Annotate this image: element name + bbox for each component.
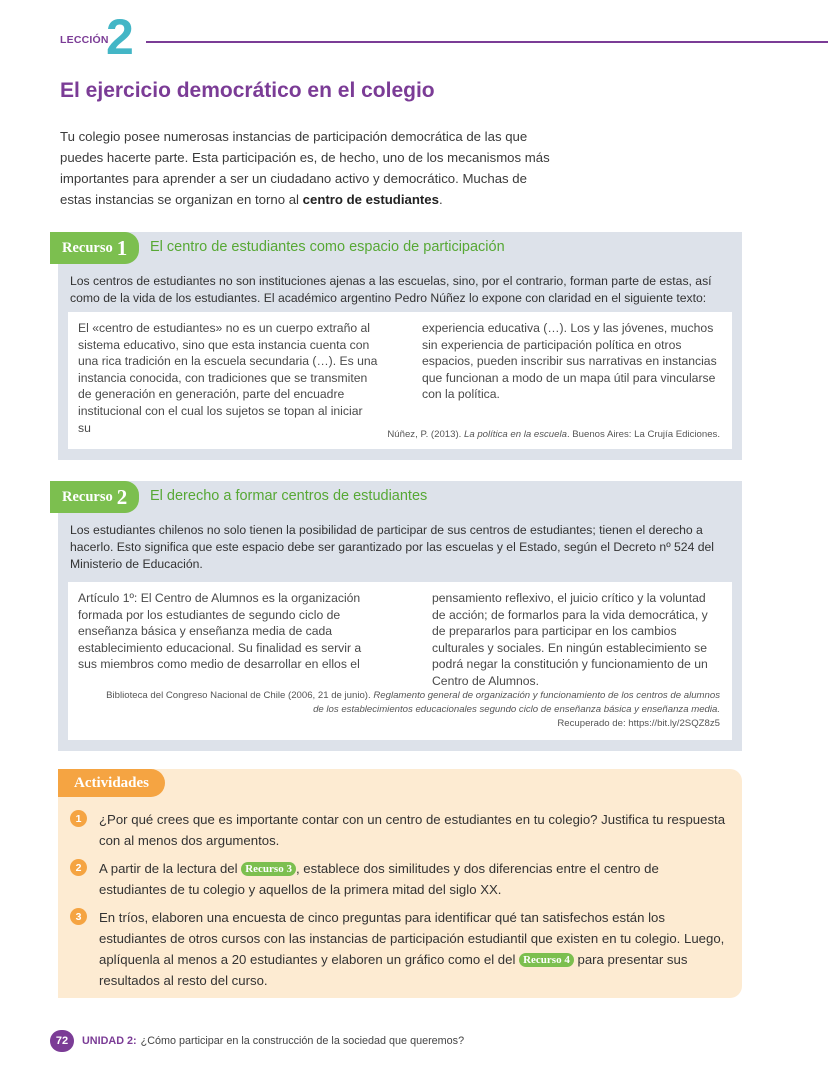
activity-text-after: para presentar sus resultados al resto del curso.	[99, 952, 688, 988]
lesson-header	[60, 9, 828, 65]
activity-text-before: En tríos, elaboren una encuesta de cinco preguntas para identificar qué tan satisfechos están los estudiantes de otros cursos con las instancias de participación estudiantil que existen en tu colegio. Luego, aplíquenla al menos a 20 estudiantes y elaboren un gráfico como el del	[99, 910, 725, 967]
activities-panel	[58, 769, 742, 998]
unit-label: UNIDAD 2:	[82, 1035, 137, 1047]
activity-text	[99, 907, 729, 991]
activity-number-badge: 2	[70, 859, 87, 876]
resource-2-intro: Los estudiantes chilenos no solo tienen la posibilidad de participar de sus centros de estudiantes; tienen el derecho a hacerlo. Esto significa que este espacio debe ser garantizado por las escuelas y el Estado, según el Decreto nº 524 del Ministerio de Educación.	[70, 523, 715, 571]
resource-2-quote	[68, 582, 732, 740]
intro-text: Tu colegio posee numerosas instancias de participación democrática de las que puedes hacerte parte. Esta participación es, de hecho, uno de los mecanismos más importantes para aprender a ser un ciudadano activo y democrático. Muchas de estas instancias se organizan en torno al	[60, 129, 550, 207]
resource-2-cite-author: Biblioteca del Congreso Nacional de Chile (2006, 21 de junio).	[106, 690, 374, 701]
resource-1-panel	[58, 232, 742, 460]
activity-number-badge: 3	[70, 908, 87, 925]
resource-2-tab	[50, 481, 139, 513]
page-title: El ejercicio democrático en el colegio	[60, 79, 435, 102]
intro-bold-term: centro de estudiantes	[302, 192, 439, 207]
resource-2-panel	[58, 481, 742, 751]
resource-1-tab-number: 1	[116, 235, 128, 260]
resource-1-intro: Los centros de estudiantes no son instituciones ajenas a las escuelas, sino, por el contrario, forman parte de estas, así como de la vida de los estudiantes. El académico argentino Pedro Núñez lo expone con claridad en el siguiente texto:	[70, 274, 712, 305]
activities-tab: Actividades	[58, 769, 165, 797]
unit-question: ¿Cómo participar en la construcción de la sociedad que queremos?	[140, 1035, 465, 1047]
page-number: 72	[50, 1030, 74, 1052]
resource-3-reference[interactable]: Recurso 3	[241, 862, 296, 876]
resource-2-tab-word: Recurso	[62, 488, 113, 505]
intro-paragraph	[60, 126, 550, 210]
resource-1-quote	[68, 312, 732, 449]
resource-1-cite-title: La política en la escuela	[464, 429, 567, 440]
activity-text	[99, 858, 729, 900]
resource-1-tab-word: Recurso	[62, 239, 113, 256]
resource-1-tab	[50, 232, 139, 264]
resource-2-citation	[100, 689, 720, 731]
activity-text-before: A partir de la lectura del	[99, 861, 242, 876]
resource-1-title: El centro de estudiantes como espacio de participación	[150, 239, 505, 255]
resource-1-quote-right: experiencia educativa (…). Los y las jóvenes, muchos sin experiencia de participación política en otros espacios, pueden inscribir sus narrativas en instancias que funcionan a modo de un mapa útil para vincularse con la política.	[422, 321, 717, 402]
page-footer	[50, 1030, 464, 1052]
resource-2-cite-title: Reglamento general de organización y funcionamiento de los centros de alumnos de los establecimientos educacionales segundo ciclo de enseñanza básica y enseñanza media.	[313, 690, 720, 715]
resource-2-tab-number: 2	[116, 484, 128, 509]
activity-text: ¿Por qué crees que es importante contar con un centro de estudiantes en tu colegio? Justifica tu respuesta con al menos dos argumentos.	[99, 812, 726, 848]
intro-end: .	[438, 192, 443, 207]
resource-1-quote-left: El «centro de estudiantes» no es un cuerpo extraño al sistema educativo, sino que esta instancia cuenta con una rica tradición en la escuela secundaria (…). Es una instancia conocida, con tradiciones que se transmiten de generación en generación, parte del encuadre institucional con el cual los sujetos se topan al iniciar su	[78, 321, 378, 435]
resource-1-citation	[387, 428, 720, 442]
lesson-number: 2	[106, 9, 134, 65]
resource-1-cite-author: Núñez, P. (2013).	[387, 429, 464, 440]
lesson-divider	[146, 41, 828, 43]
lesson-label: LECCIÓN	[60, 34, 109, 46]
resource-2-cite-retrieved: Recuperado de: https://bit.ly/2SQZ8z5	[557, 718, 720, 729]
resource-2-quote-left: Artículo 1º: El Centro de Alumnos es la organización formada por los estudiantes de segundo ciclo de enseñanza básica y enseñanza media de cada establecimiento educacional. Su finalidad es servir a sus miembros como medio de desarrollar en ellos el	[78, 591, 362, 672]
resource-1-cite-end: . Buenos Aires: La Crujía Ediciones.	[566, 429, 720, 440]
resource-4-reference[interactable]: Recurso 4	[519, 953, 574, 967]
resource-2-quote-right: pensamiento reflexivo, el juicio crítico y la voluntad de acción; de formarlos para la vida democrática, y de prepararlos para participar en los cambios culturales y sociales. En ningún establecimiento se podrá negar la constitución y funcionamiento de un Centro de Alumnos.	[432, 591, 708, 688]
resource-2-title: El derecho a formar centros de estudiantes	[150, 488, 428, 504]
activity-number-badge: 1	[70, 810, 87, 827]
activity-text-after: , establece dos similitudes y dos diferencias entre el centro de estudiantes de tu colegio y aquellos de la primera mitad del siglo XX.	[99, 861, 659, 897]
